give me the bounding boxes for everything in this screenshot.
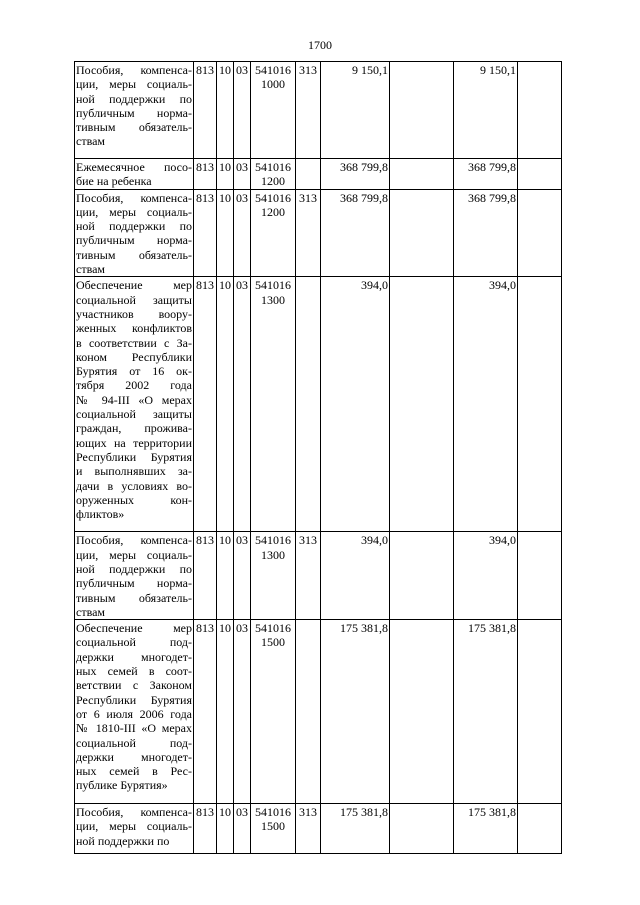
expense-type-code (296, 277, 321, 532)
row-name (75, 159, 194, 190)
target-article-part: 541016 (255, 805, 291, 820)
ministry-code: 813 (194, 532, 217, 620)
subsection-code: 03 (234, 189, 251, 277)
amount-column-3: 368 799,8 (454, 159, 518, 190)
target-article-part: 541016 (255, 278, 291, 293)
row-name-line: тября 2002 года (76, 378, 192, 393)
row-name (75, 804, 194, 854)
amount-column-3: 175 381,8 (454, 620, 518, 804)
row-name (75, 532, 194, 620)
table-row (75, 804, 562, 854)
amount-column-2 (390, 62, 454, 159)
row-name-line: от 6 июля 2006 года (76, 706, 192, 721)
row-name-line: Ежемесячное посо- (76, 160, 192, 174)
row-name-line: ции, меры социаль- (76, 547, 192, 562)
amount-column-4 (518, 159, 562, 190)
amount-column-4 (518, 532, 562, 620)
target-article-part: 1000 (261, 77, 285, 92)
subsection-code: 03 (234, 277, 251, 532)
amount-column-3: 394,0 (454, 277, 518, 532)
row-name-line: в соответствии с За- (76, 335, 192, 350)
row-name-line: участников воору- (76, 306, 192, 321)
row-name-line: социальной защиты (76, 407, 192, 422)
row-name-line: ной поддержки по (76, 91, 192, 106)
section-code: 10 (217, 159, 234, 190)
target-article-code (251, 62, 296, 159)
amount-column-2 (390, 804, 454, 854)
target-article-code (251, 159, 296, 190)
row-name-line: Республики Бурятия (76, 692, 192, 707)
target-article-part: 541016 (255, 160, 291, 174)
row-name-line: ных семей в соот- (76, 664, 192, 679)
ministry-code: 813 (194, 804, 217, 854)
row-name-line: держки многодет- (76, 649, 192, 664)
target-article-part: 1300 (261, 547, 285, 562)
row-name-line: ных семей в Рес- (76, 764, 192, 779)
amount-column-1: 9 150,1 (321, 62, 390, 159)
row-name (75, 189, 194, 277)
target-article-part: 1200 (261, 204, 285, 219)
row-name-line: бие на ребенка (76, 174, 152, 189)
section-code: 10 (217, 277, 234, 532)
row-name-line: ной поддержки по (76, 219, 192, 234)
target-article-part: 541016 (255, 63, 291, 77)
row-name-line: фликтов» (76, 507, 125, 522)
row-name (75, 62, 194, 159)
row-name-line: социальной под- (76, 735, 192, 750)
target-article-code (251, 277, 296, 532)
row-name-line: ствам (76, 604, 105, 619)
amount-column-1: 368 799,8 (321, 159, 390, 190)
amount-column-2 (390, 159, 454, 190)
expense-type-code: 313 (296, 189, 321, 277)
amount-column-2 (390, 277, 454, 532)
row-name-line: Обеспечение мер (76, 621, 192, 636)
amount-column-4 (518, 620, 562, 804)
row-name-line: Пособия, компенса- (76, 190, 192, 205)
row-name-line: ющих на территории (76, 435, 192, 450)
row-name-line: дачи в условиях во- (76, 478, 192, 493)
row-name-line: социальной под- (76, 635, 192, 650)
row-name-line: публичным норма- (76, 576, 192, 591)
target-article-code (251, 189, 296, 277)
row-name-line: граждан, прожива- (76, 421, 192, 436)
row-name-line: Пособия, компенса- (76, 533, 192, 548)
section-code: 10 (217, 804, 234, 854)
target-article-part: 541016 (255, 533, 291, 548)
table-row (75, 620, 562, 804)
ministry-code: 813 (194, 277, 217, 532)
row-name-line: Республики Бурятия (76, 449, 192, 464)
subsection-code: 03 (234, 620, 251, 804)
ministry-code: 813 (194, 159, 217, 190)
row-name-line: женных конфликтов (76, 321, 192, 336)
row-name (75, 277, 194, 532)
amount-column-3: 9 150,1 (454, 62, 518, 159)
ministry-code: 813 (194, 620, 217, 804)
amount-column-2 (390, 189, 454, 277)
expense-type-code (296, 620, 321, 804)
amount-column-1: 394,0 (321, 532, 390, 620)
row-name-line: ции, меры социаль- (76, 819, 192, 834)
expense-type-code: 313 (296, 804, 321, 854)
amount-column-3: 394,0 (454, 532, 518, 620)
row-name-line: ции, меры социаль- (76, 204, 192, 219)
row-name-line: ции, меры социаль- (76, 77, 192, 92)
section-code: 10 (217, 189, 234, 277)
row-name-line: № 1810-III «О мерах (76, 721, 192, 736)
amount-column-4 (518, 62, 562, 159)
target-article-part: 1500 (261, 635, 285, 650)
row-name-line: ствам (76, 134, 105, 149)
row-name-line: ствам (76, 262, 105, 277)
amount-column-1: 368 799,8 (321, 189, 390, 277)
row-name-line: № 94-III «О мерах (76, 392, 192, 407)
page-number: 1700 (308, 38, 332, 52)
table-row (75, 189, 562, 277)
expense-type-code (296, 159, 321, 190)
row-name-line: тивным обязатель- (76, 120, 192, 135)
table-row (75, 532, 562, 620)
row-name-line: коном Республики (76, 349, 192, 364)
ministry-code: 813 (194, 62, 217, 159)
row-name-line: социальной защиты (76, 292, 192, 307)
row-name-line: ной поддержки по (76, 561, 192, 576)
section-code: 10 (217, 620, 234, 804)
target-article-part: 541016 (255, 190, 291, 205)
subsection-code: 03 (234, 532, 251, 620)
row-name-line: публичным норма- (76, 105, 192, 120)
target-article-code (251, 620, 296, 804)
target-article-part: 1500 (261, 819, 285, 834)
target-article-part: 541016 (255, 621, 291, 636)
amount-column-3: 368 799,8 (454, 189, 518, 277)
row-name-line: оруженных кон- (76, 492, 192, 507)
row-name-line: ной поддержки по (76, 833, 170, 848)
amount-column-1: 175 381,8 (321, 804, 390, 854)
row-name-line: ветствии с Законом (76, 678, 192, 693)
budget-table (74, 61, 562, 854)
amount-column-4 (518, 277, 562, 532)
row-name-line: публике Бурятия» (76, 778, 168, 793)
expense-type-code: 313 (296, 62, 321, 159)
row-name-line: тивным обязатель- (76, 590, 192, 605)
amount-column-2 (390, 620, 454, 804)
amount-column-2 (390, 532, 454, 620)
subsection-code: 03 (234, 804, 251, 854)
section-code: 10 (217, 532, 234, 620)
amount-column-4 (518, 189, 562, 277)
amount-column-3: 175 381,8 (454, 804, 518, 854)
target-article-part: 1300 (261, 292, 285, 307)
row-name-line: публичным норма- (76, 233, 192, 248)
amount-column-1: 394,0 (321, 277, 390, 532)
row-name-line: Пособия, компенса- (76, 805, 192, 820)
expense-type-code: 313 (296, 532, 321, 620)
row-name (75, 620, 194, 804)
row-name-line: тивным обязатель- (76, 247, 192, 262)
row-name-line: держки многодет- (76, 749, 192, 764)
target-article-code (251, 804, 296, 854)
target-article-code (251, 532, 296, 620)
row-name-line: Обеспечение мер (76, 278, 192, 293)
target-article-part: 1200 (261, 174, 285, 189)
subsection-code: 03 (234, 62, 251, 159)
table-row (75, 62, 562, 159)
table-row (75, 277, 562, 532)
amount-column-4 (518, 804, 562, 854)
subsection-code: 03 (234, 159, 251, 190)
section-code: 10 (217, 62, 234, 159)
row-name-line: Пособия, компенса- (76, 63, 192, 77)
amount-column-1: 175 381,8 (321, 620, 390, 804)
ministry-code: 813 (194, 189, 217, 277)
row-name-line: Бурятия от 16 ок- (76, 364, 192, 379)
row-name-line: и выполнявших за- (76, 464, 192, 479)
table-row (75, 159, 562, 190)
